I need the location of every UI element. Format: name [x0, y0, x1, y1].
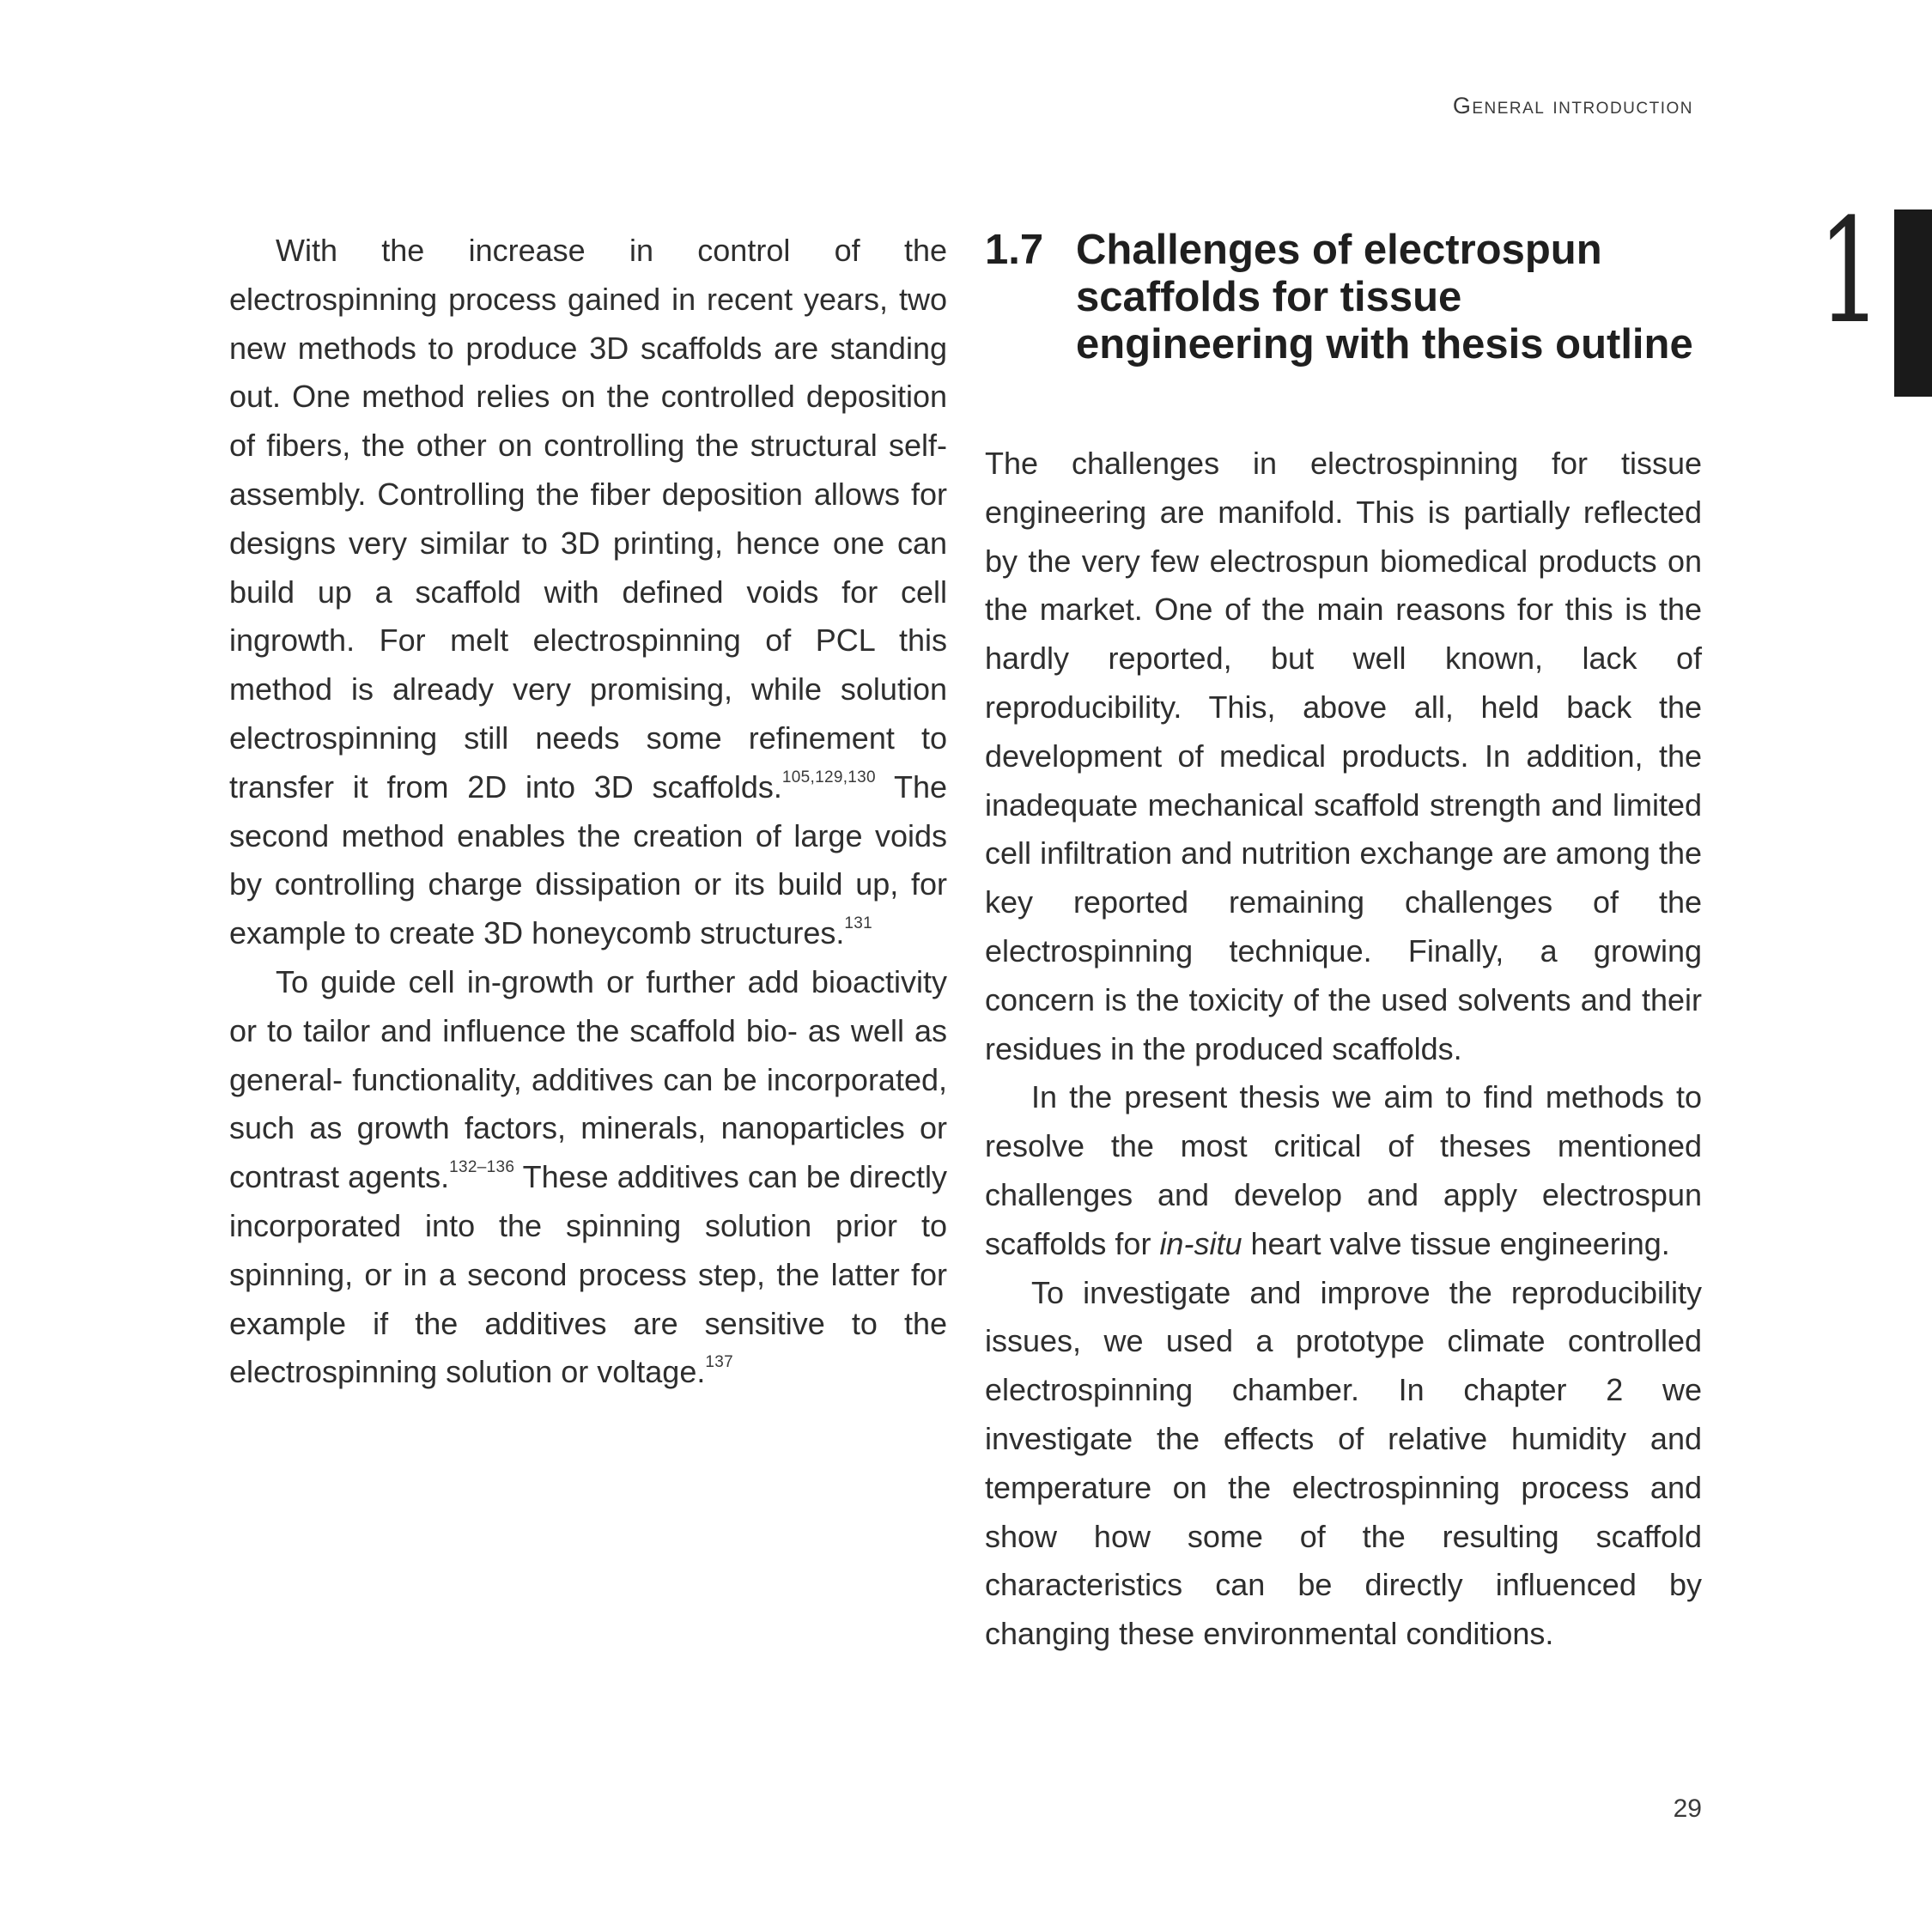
citation-reference: 132–136 — [449, 1158, 515, 1177]
paragraph-chapter-2: To investigate and improve the reproducibility issues, we used a prototype climate controlled electrospinning chamber. In chapter 2 we investigate the effects of relative humidity and temperature on the electrospinning process and show how some of the resulting scaffold characteristics can be directly influenced by changing these environmental conditions. — [985, 1274, 1702, 1652]
italic-term: in-situ — [1159, 1225, 1242, 1261]
citation-reference: 137 — [705, 1353, 733, 1372]
paragraph-text: These additives can be directly incorporated into the spinning solution prior to spinning, or in a second process step, the latter for example if the additives are sensitive to the electrospinning solution or voltage. — [229, 1159, 947, 1390]
paragraph-text: The second method enables the creation of large voids by controlling charge dissipation or its build up, for example to create 3D honeycomb structures. — [229, 768, 948, 951]
chapter-thumb-tab — [1894, 209, 1932, 397]
citation-reference: 105,129,130 — [781, 768, 876, 786]
section-title: Challenges of electrospun scaffolds for tissue engineering with thesis outline — [1076, 227, 1693, 367]
page-number: 29 — [1673, 1794, 1702, 1823]
paragraph-additives — [229, 958, 947, 1397]
citation-reference: 131 — [844, 914, 872, 933]
paragraph-text: With the increase in control of the electrospinning process gained in recent years, two new methods to produce 3D scaffolds are standing out. One method relies on the controlled deposition of fibers, the other on controlling the structural self-assembly. Controlling the fiber deposition allows for designs very similar to 3D printing, hence one can build up a scaffold with defined voids for cell ingrowth. For melt electrospinning of PCL this method is already very promising, while solution electrospinning still needs some refinement to transfer it from 2D into 3D scaffolds. — [229, 233, 947, 805]
paragraph-text: In the present thesis we aim to find methods to resolve the most critical of theses mentioned challenges and develop and apply electrospun scaffolds for — [985, 1079, 1702, 1261]
running-head: General introduction — [1452, 93, 1693, 118]
paragraph-3d-scaffold-methods — [229, 227, 947, 958]
chapter-number: 1 — [1818, 187, 1882, 355]
right-column — [985, 227, 1702, 1659]
paragraph-challenges: The challenges in electrospinning for tissue engineering are manifold. This is partially reflected by the very few electrospun biomedical products on the market. One of the main reasons for this is the hardly reported, but well known, lack of reproducibility. This, above all, held back the development of medical products. In addition, the inadequate mechanical scaffold strength and limited cell infiltration and nutrition exchange are among the key reported remaining challenges of the electrospinning technique. Finally, a growing concern is the toxicity of the used solvents and their residues in the produced scaffolds. — [985, 446, 1702, 1066]
paragraph-text: heart valve tissue engineering. — [1242, 1225, 1670, 1261]
paragraph-thesis-aim — [985, 1073, 1702, 1268]
paragraph-text: To guide cell in-growth or further add bioactivity or to tailor and influence the scaffold bio- as well as general- functionality, additives can be incorporated, such as growth factors, minerals, nanoparticles or contrast agents. — [229, 963, 947, 1195]
left-column — [229, 227, 947, 1397]
section-heading — [985, 227, 1702, 368]
section-number: 1.7 — [985, 227, 1044, 273]
